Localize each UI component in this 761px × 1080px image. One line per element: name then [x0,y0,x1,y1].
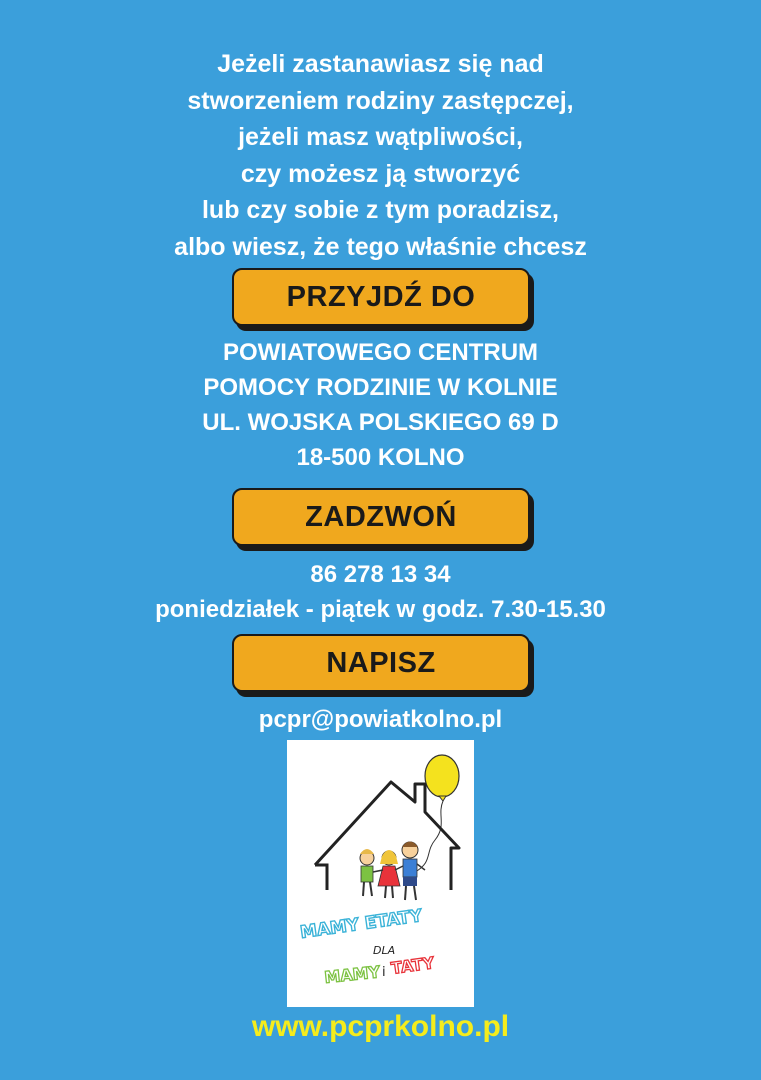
logo-card [287,740,474,1007]
address-block [0,335,761,475]
child-shirt [361,866,373,882]
come-label: PRZYJDŹ DO [232,268,530,326]
address-line: POMOCY RODZINIE W KOLNIE [203,374,558,401]
website-link[interactable]: www.pcprkolno.pl [251,1010,510,1043]
logo-text-i: i [382,965,386,980]
call-label: ZADZWOŃ [232,488,530,546]
address-line: 18-500 KOLNO [296,444,465,471]
child-leg [370,882,372,896]
email-block [0,702,761,737]
intro-line: stworzeniem rodziny zastępczej, [187,86,574,115]
child-hair [380,850,398,864]
come-banner [232,268,530,326]
office-hours: poniedziałek - piątek w godz. 7.30-15.30 [155,596,606,623]
call-banner [232,488,530,546]
address-line: POWIATOWEGO CENTRUM [222,339,539,366]
intro-line: albo wiesz, że tego właśnie chcesz [174,232,587,261]
logo-text-mamy-etaty: MAMY ETATY [298,906,424,943]
intro-line: jeżeli masz wątpliwości, [238,123,523,151]
child-leg [385,886,386,898]
email-address[interactable]: pcpr@powiatkolno.pl [258,706,503,733]
child-hair [360,849,374,854]
logo-text-mamy: MAMY [323,962,381,987]
logo-text-taty: TATY [389,953,436,978]
intro-line: czy możesz ją stworzyć [240,159,521,188]
balloon [425,755,459,797]
balloon-string [415,801,443,872]
write-banner [232,634,530,692]
balloon-knot [439,796,446,801]
child-leg [363,882,364,896]
house-family-balloon-icon [287,740,474,1007]
house-wall [315,865,327,890]
call-block [0,557,761,627]
intro-line: lub czy sobie z tym poradzisz, [201,196,560,224]
boy-hair [402,842,418,848]
address-line: UL. WOJSKA POLSKIEGO 69 D [202,409,559,436]
boy-leg [414,886,416,900]
intro-text [0,46,761,265]
logo-text-dla: DLA [373,944,396,957]
write-label: NAPISZ [232,634,530,692]
holding-hands [395,866,403,870]
phone-number: 86 278 13 34 [310,561,451,588]
child-leg [392,886,393,898]
boy-shorts [403,877,417,886]
boy-shirt [403,859,417,877]
boy-leg [405,886,406,900]
intro-line: Jeżeli zastanawiasz się nad [217,50,544,78]
